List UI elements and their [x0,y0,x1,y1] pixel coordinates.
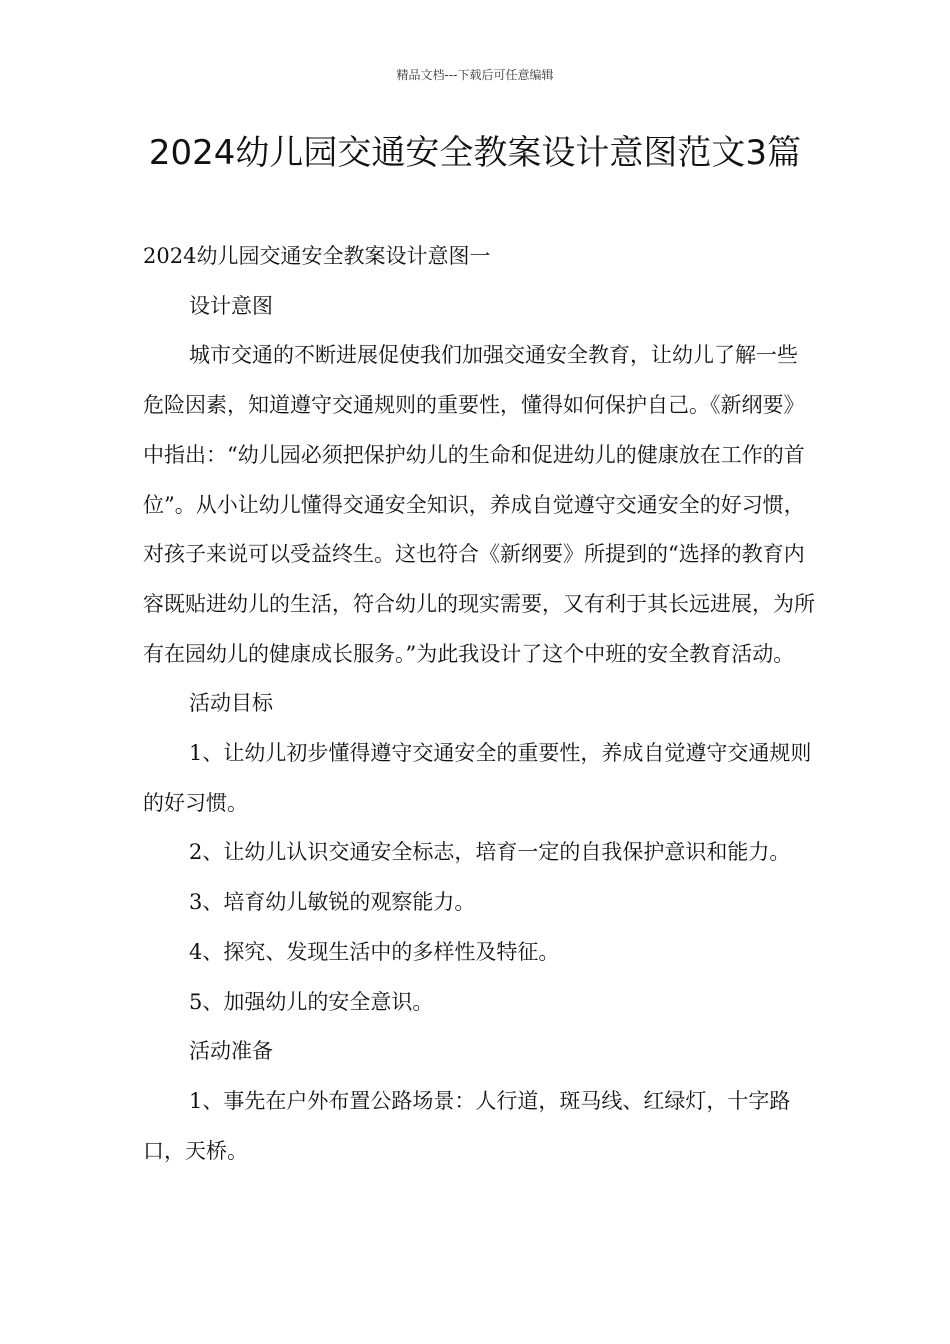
goal-item: 1、让幼儿初步懂得遵守交通安全的重要性，养成自觉遵守交通规则的好习惯。 [143,741,812,815]
section-heading-design: 设计意图 [189,293,273,318]
document-title: 2024幼儿园交通安全教案设计意图范文3篇 [148,133,802,173]
goal-item: 3、培育幼儿敏锐的观察能力。 [189,890,476,915]
section-heading-goals: 活动目标 [189,691,273,716]
document-body [143,232,815,1176]
section-heading-prep: 活动准备 [189,1039,273,1064]
page-header: 精品文档---下载后可任意编辑 [396,68,554,82]
goal-item: 4、探究、发现生活中的多样性及特征。 [189,939,560,964]
prep-item: 1、事先在户外布置公路场景：人行道，斑马线、红绿灯，十字路口，天桥。 [143,1088,791,1163]
goal-item: 2、让幼儿认识交通安全标志，培育一定的自我保护意识和能力。 [189,840,791,865]
subtitle: 2024幼儿园交通安全教案设计意图一 [143,244,491,268]
intro-paragraph: 城市交通的不断进展促使我们加强交通安全教育，让幼儿了解一些危险因素，知道遵守交通规则的重要性，懂得如何保护自己。《新纲要》中指出：“幼儿园必须把保护幼儿的生命和促进幼儿的健康放在工作的首位”。从小让幼儿懂得交通安全知识，养成自觉遵守交通安全的好习惯，对孩子来说可以受益终生。这也符合《新纲要》所提到的“选择的教育内容既贴进幼儿的生活，符合幼儿的现实需要，又有利于其长远进展，为所有在园幼儿的健康成长服务。”为此我设计了这个中班的安全教育活动。 [143,343,815,666]
goal-item: 5、加强幼儿的安全意识。 [189,989,434,1014]
